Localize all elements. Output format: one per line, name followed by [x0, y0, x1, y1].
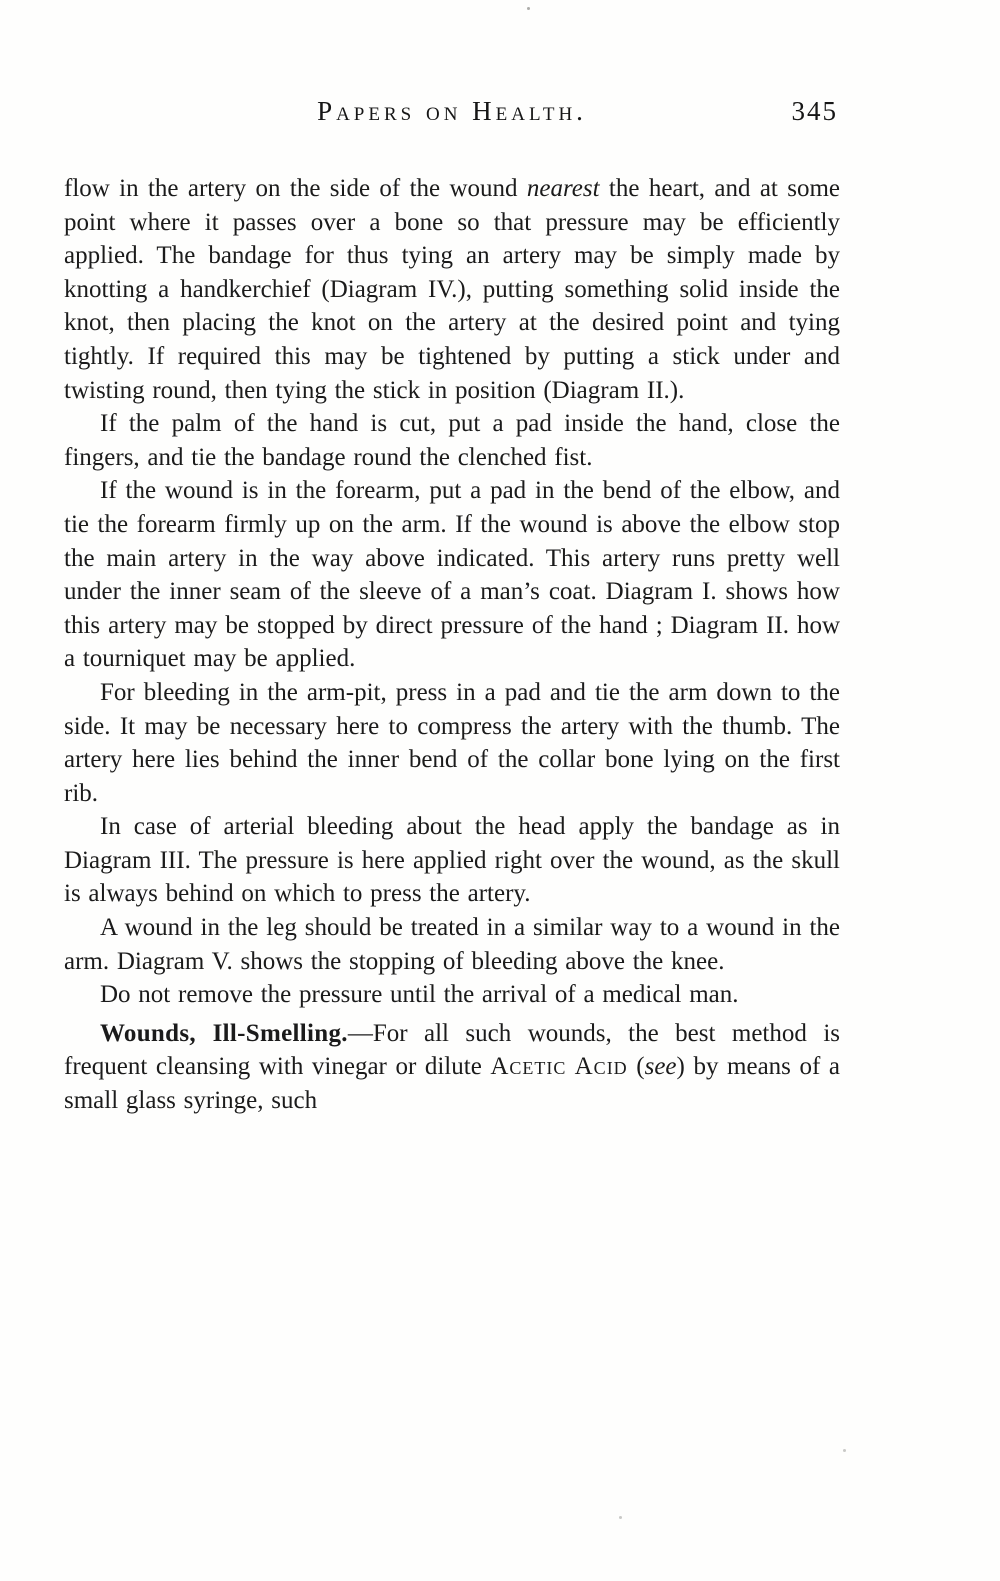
text-run: Wounds, Ill-Smelling.: [100, 1019, 348, 1047]
text-run: nearest: [526, 175, 600, 202]
paragraph-leg-wound: [64, 911, 840, 978]
running-title: Papers on Health.: [317, 96, 587, 126]
text-run: If the wound is in the forearm, put a pad in the bend of the elbow, and tie the forearm firmly up on the arm. If the wound is above the elbow stop the main artery in the way above indicated. This artery runs pretty well under the inner seam of the sleeve of a man’s coat. Diagram I. shows how this artery may be stopped by direct pressure of the hand ; Diagram II. how a tourniquet may be applied.: [64, 477, 840, 673]
text-run: Acetic Acid: [490, 1053, 628, 1081]
scan-speck: [527, 7, 530, 10]
text-run: the heart, and at some point where it passes over a bone so that pressure may be efficiently applied. The bandage for thus tying an artery may be simply made by knotting a handkerchief (Diagram IV.), putting something solid inside the knot, then placing the knot on the artery at the desired point and tying tightly. If required this may be tightened by putting a stick under and twisting round, then tying the stick in position (Diagram II.).: [64, 175, 840, 404]
paragraph-palm-of-hand: [64, 407, 840, 474]
text-block: [64, 96, 840, 1118]
text-run: ) by means of a small glass syringe, such: [64, 1053, 840, 1115]
paragraph-wounds-ill-smelling-entry: [64, 1017, 840, 1118]
page-number: 345: [791, 96, 838, 126]
text-run: (: [627, 1053, 645, 1081]
text-run: Do not remove the pressure until the arrival of a medical man.: [100, 981, 739, 1009]
paragraph-arm-pit-bleeding: [64, 676, 840, 810]
scan-speck: [619, 1516, 622, 1519]
page-header: [64, 96, 840, 134]
text-run: —For all such wounds, the best method is frequent cleansing with vinegar or dilute: [64, 1019, 840, 1081]
text-run: If the palm of the hand is cut, put a pad inside the hand, close the fingers, and tie the bandage round the clenched fist.: [64, 410, 840, 471]
text-run: For bleeding in the arm-pit, press in a pad and tie the arm down to the side. It may be necessary here to compress the artery with the thumb. The artery here lies behind the inner bend of the collar bone lying on the first rib.: [64, 678, 840, 807]
scan-speck: [843, 1449, 846, 1452]
text-run: A wound in the leg should be treated in a similar way to a wound in the arm. Diagram V. shows the stopping of bleeding above the knee.: [64, 914, 840, 975]
paragraph-do-not-remove: [64, 978, 840, 1012]
text-run: In case of arterial bleeding about the head apply the bandage as in Diagram III. The pressure is here applied right over the wound, as the skull is always behind on which to press the artery.: [64, 813, 840, 908]
paragraph-forearm-wound: [64, 474, 840, 676]
text-run: flow in the artery on the side of the wound: [64, 175, 527, 202]
paragraph-continuation-artery-bandage: [64, 172, 840, 407]
body-text: [64, 172, 840, 1118]
paragraph-head-bleeding: [64, 810, 840, 911]
text-run: see: [644, 1053, 677, 1081]
